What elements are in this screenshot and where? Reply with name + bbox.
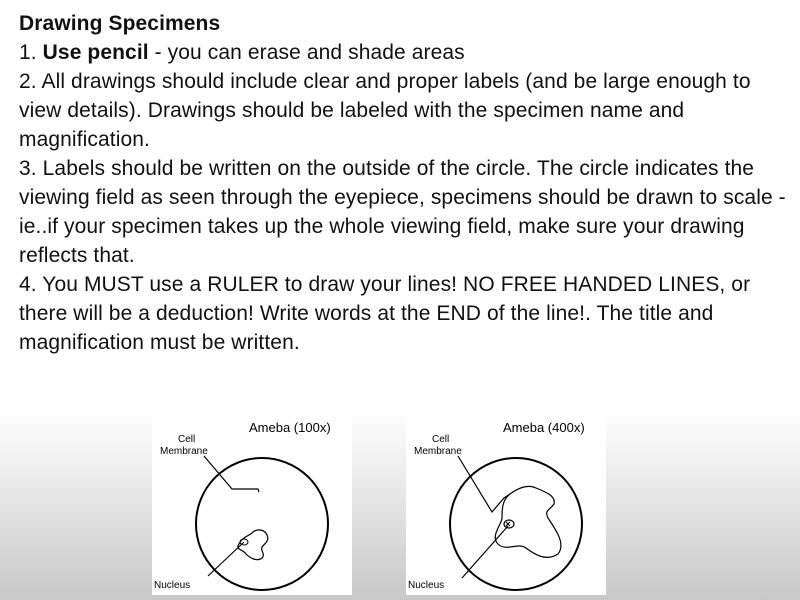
rule-4: 4. You MUST use a RULER to draw your lines! NO FREE HANDED LINES, or there will be a deduction! Write words at the END of the line!. The title and magnification must be written. bbox=[19, 273, 751, 354]
slide-title: Drawing Specimens bbox=[19, 12, 221, 35]
example-drawing-100x-svg bbox=[152, 412, 352, 595]
rule-1-number: 1. bbox=[19, 41, 43, 64]
rule-3: 3. Labels should be written on the outside of the circle. The circle indicates the viewing field as seen through the eyepiece, specimens should be drawn to scale - ie..if your specimen takes up the whole viewing field, make sure your drawing reflects that. bbox=[19, 157, 786, 267]
membrane-label-line1: Cell bbox=[432, 434, 450, 445]
membrane-label-line1: Cell bbox=[178, 434, 196, 445]
membrane-label-line2: Membrane bbox=[160, 446, 208, 457]
rule-1 bbox=[19, 38, 789, 67]
nucleus-pointer-line bbox=[462, 526, 508, 578]
example-drawing-400x bbox=[406, 412, 606, 595]
nucleus-pointer-line bbox=[208, 542, 244, 576]
ameba-nucleus-detail bbox=[506, 522, 510, 526]
instructions-block bbox=[19, 9, 789, 357]
rule-1-emphasis: Use pencil bbox=[42, 41, 149, 64]
nucleus-label: Nucleus bbox=[408, 580, 445, 591]
rule-1-text: - you can erase and shade areas bbox=[148, 41, 465, 64]
membrane-pointer-line bbox=[204, 456, 259, 492]
viewing-field-circle bbox=[450, 458, 582, 590]
example-drawing-400x-svg bbox=[406, 412, 606, 595]
example-title: Ameba (400x) bbox=[503, 420, 585, 435]
rule-2: 2. All drawings should include clear and proper labels (and be large enough to view details). Drawings should be labeled with the specimen name and magnification. bbox=[19, 70, 751, 151]
membrane-pointer-line bbox=[458, 456, 510, 512]
ameba-nucleus bbox=[504, 520, 514, 528]
example-title: Ameba (100x) bbox=[249, 420, 331, 435]
example-drawing-100x bbox=[152, 412, 352, 595]
nucleus-label: Nucleus bbox=[154, 580, 191, 591]
viewing-field-circle bbox=[196, 458, 328, 590]
membrane-label-line2: Membrane bbox=[414, 446, 462, 457]
